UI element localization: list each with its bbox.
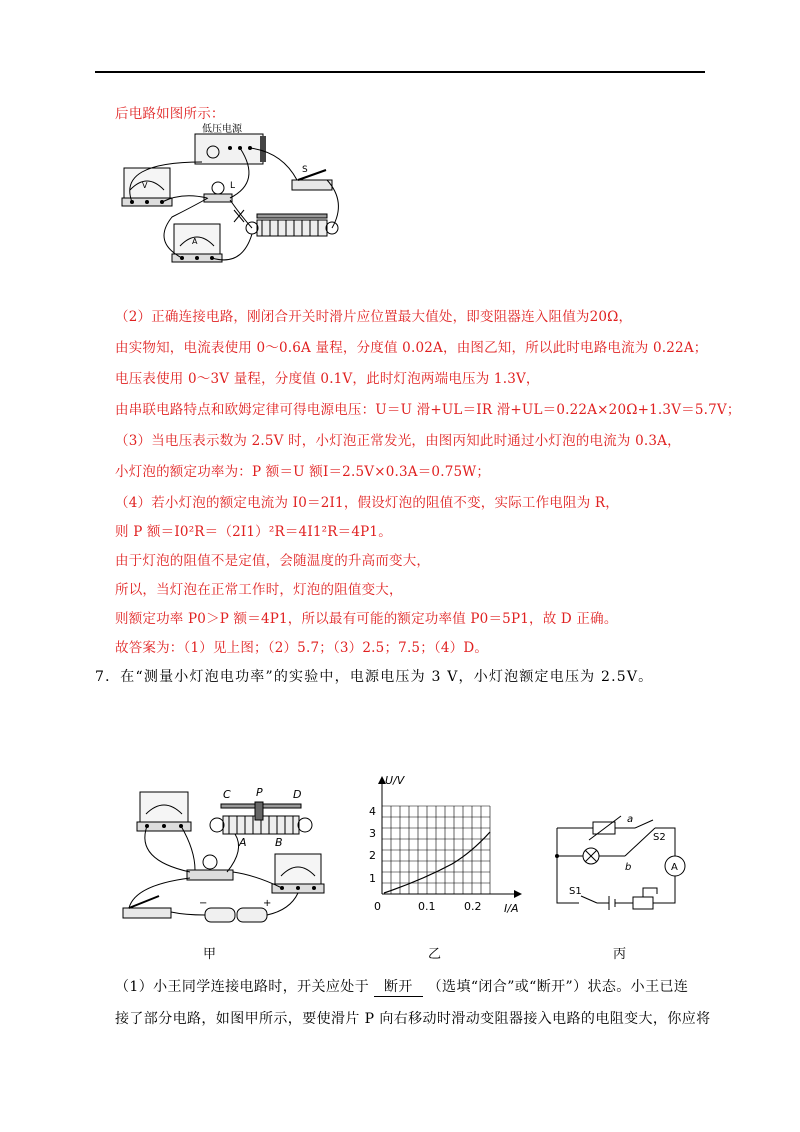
solution-line-2: 由实物知，电流表使用 0～0.6A 量程，分度值 0.02A，由图乙知，所以此时电路电流为 0.22A；: [115, 340, 708, 356]
solution-line-4: 由串联电路特点和欧姆定律可得电源电压：U＝U 滑+UL＝IR 滑+UL＝0.22A×20Ω+1.3V＝5.7V；: [115, 402, 741, 418]
switch: [292, 180, 332, 190]
jia-battery-2: [237, 908, 267, 922]
yi-xtick-0: 0: [374, 900, 381, 913]
bing-switch-s2: [635, 820, 653, 828]
bing-label-s1: S1: [569, 886, 582, 897]
ammeter-label: A: [192, 237, 198, 246]
question-7: 7．在“测量小灯泡电功率”的实验中，电源电压为 3 V，小灯泡额定电压为 2.5V。: [95, 669, 654, 685]
part1-line-1: [115, 976, 688, 997]
svg-text:+: +: [263, 898, 272, 909]
solution-line-11: 则额定功率 P0＞P 额＝4P1，所以最有可能的额定功率值 P0＝5P1，故 D 正确。: [115, 611, 618, 627]
part1-answer-blank: 断开: [374, 976, 423, 997]
yi-x-label: I/A: [504, 902, 519, 915]
solution-line-9: 由于灯泡的阻值不是定值，会随温度的升高而变大，: [115, 553, 431, 569]
jia-label-d: D: [293, 788, 302, 801]
solution-line-5: （3）当电压表示数为 2.5V 时，小灯泡正常发光，由图丙知此时通过小灯泡的电流为 0.3A，: [115, 433, 681, 449]
switch-label: S: [302, 165, 308, 175]
figure-yi-graph: [362, 772, 532, 917]
bing-label-a: a: [627, 814, 634, 825]
yi-xtick-1: 0.1: [418, 900, 436, 913]
part1-line-2: 接了部分电路，如图甲所示，要使滑片 P 向右移动时滑动变阻器接入电路的电阻变大，你应将: [115, 1011, 711, 1027]
lamp-label: L: [230, 181, 236, 191]
yi-y-label: U/V: [385, 774, 405, 787]
solution-line-8: 则 P 额＝I0²R＝（2I1）²R＝4I1²R＝4P1。: [115, 524, 392, 540]
rheostat: [257, 220, 327, 236]
caption-bing: 丙: [613, 947, 627, 962]
yi-ytick-4: 4: [369, 805, 376, 818]
lamp: [212, 182, 224, 194]
solution-line-1: （2）正确连接电路，刚闭合开关时滑片应位置最大值处，即变阻器连入阻值为20Ω，: [115, 309, 633, 325]
bing-ammeter-label: A: [671, 862, 678, 873]
yi-ytick-1: 1: [369, 872, 376, 885]
bing-switch-s1: [581, 896, 597, 903]
caption-jia: 甲: [203, 947, 217, 962]
solution-line-7: （4）若小灯泡的额定电流为 I0＝2I1，假设灯泡的阻值不变，实际工作电阻为 R，: [115, 495, 619, 511]
jia-label-a: A: [239, 836, 247, 849]
jia-lamp-base: [187, 870, 233, 880]
jia-battery-1: [205, 908, 235, 922]
solution-line-6: 小灯泡的额定功率为：P 额＝U 额I＝2.5V×0.3A＝0.75W；: [115, 464, 491, 480]
bing-variable-resistor: [593, 822, 615, 834]
solution-line-3: 电压表使用 0～3V 量程，分度值 0.1V，此时灯泡两端电压为 1.3V，: [115, 371, 540, 387]
bing-label-b: b: [625, 862, 632, 873]
yi-xtick-2: 0.2: [464, 900, 482, 913]
svg-text:−: −: [199, 898, 208, 909]
yi-ytick-3: 3: [369, 827, 376, 840]
solution-line-10: 所以，当灯泡在正常工作时，灯泡的阻值变大，: [115, 582, 403, 598]
caption-yi: 乙: [428, 947, 442, 962]
lamp-base: [204, 194, 232, 202]
part1-text-a: （1）小王同学连接电路时，开关应处于: [115, 979, 370, 995]
jia-voltmeter: [140, 792, 188, 822]
jia-ammeter: [275, 854, 321, 884]
bing-resistor: [633, 897, 653, 909]
jia-label-p: P: [256, 786, 263, 799]
yi-ytick-2: 2: [369, 849, 376, 862]
figure-jia: [115, 780, 325, 935]
bing-label-s2: S2: [653, 832, 666, 843]
voltmeter-label: V: [142, 181, 148, 190]
jia-label-c: C: [223, 788, 231, 801]
jia-switch: [123, 908, 171, 918]
header-rule: [95, 71, 705, 73]
figure-bing-schematic: [545, 808, 695, 918]
circuit-photo-figure: [112, 122, 352, 272]
intro-text: 后电路如图所示：: [115, 106, 225, 122]
jia-label-b: B: [275, 836, 283, 849]
power-supply-label: 低压电源: [202, 124, 242, 135]
jia-lamp: [203, 855, 217, 869]
part1-text-b: （选填“闭合”或“断开”）状态。小王已连: [427, 979, 689, 995]
solution-line-12: 故答案为：（1）见上图；（2）5.7；（3）2.5；7.5；（4）D。: [115, 640, 489, 656]
